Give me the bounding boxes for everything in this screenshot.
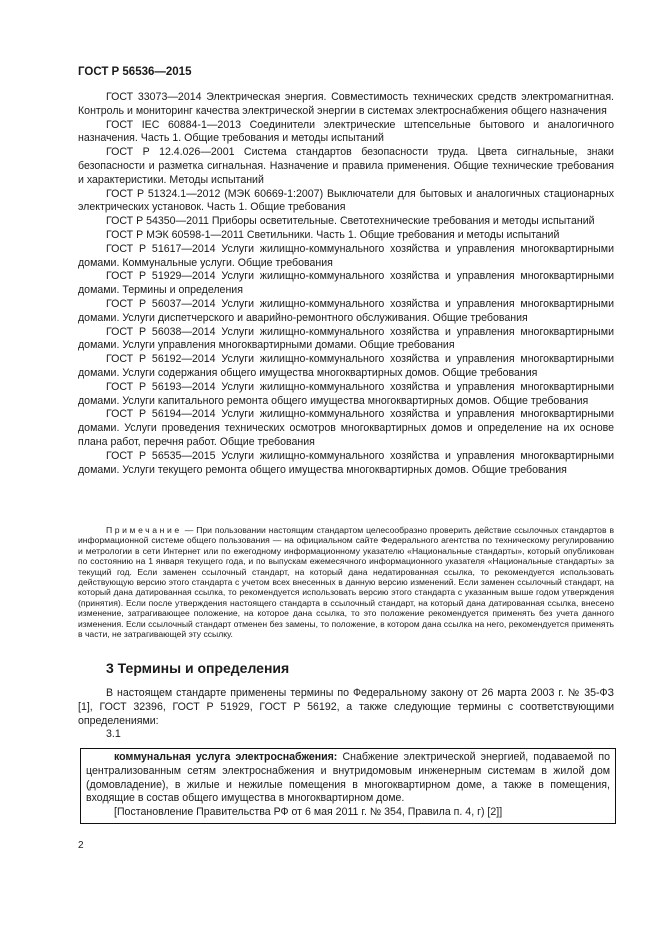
- reference-item: [78, 270, 614, 298]
- reference-title: Услуги жилищно-коммунального хозяйства и управления многоквартирными домами. Услуги капитального ремонта общего имущества многоквартирных домов. Общие требования: [78, 380, 614, 407]
- reference-item: [78, 243, 614, 271]
- term-definition-box: [80, 748, 616, 824]
- reference-code: ГОСТ Р 56194—2014: [106, 408, 216, 421]
- reference-title: Светильники. Часть 1. Общие требования и методы испытаний: [246, 228, 560, 241]
- reference-title: Выключатели для бытовых и аналогичных стационарных электрических установок. Часть 1. Общие требования: [78, 187, 614, 214]
- term-number: 3.1: [106, 728, 121, 741]
- reference-code: ГОСТ Р 56192—2014: [106, 353, 216, 366]
- reference-item: [78, 450, 614, 478]
- reference-title: Услуги жилищно-коммунального хозяйства и управления многоквартирными домами. Термины и определения: [78, 270, 614, 297]
- note-paragraph: [78, 525, 614, 639]
- reference-code: ГОСТ Р МЭК 60598-1—2011: [106, 228, 244, 241]
- reference-item: [78, 408, 614, 449]
- reference-code: ГОСТ Р 51324.1—2012 (МЭК 60669-1:2007): [106, 187, 324, 200]
- reference-code: ГОСТ Р 56038—2014: [106, 325, 216, 338]
- reference-item: [78, 229, 614, 243]
- reference-item: [78, 298, 614, 326]
- section-intro: [78, 687, 614, 742]
- reference-item: [78, 91, 614, 119]
- note-text: — При пользовании настоящим стандартом целесообразно проверить действие ссылочных стандартов в информационной системе общего пользования — на официальном сайте Федерального агентства по техническому регулированию и метрологии в сети Интернет или по ежегодному информационному указателю «Национальные стандарты», который опубликован по состоянию на 1 января текущего года, и по выпускам ежемесячного информационного указателя «Национальные стандарты» за текущий год. Если заменен ссылочный стандарт, на который дана недатированная ссылка, то рекомендуется использовать действующую версию этого стандарта с учетом всех внесенных в данную версию изменений. Если заменен ссылочный стандарт, на который дана датированная ссылка, то рекомендуется использовать версию этого стандарта с указанным выше годом утверждения (принятия). Если после утверждения настоящего стандарта в ссылочный стандарт, на который дана датированная ссылка, внесено изменение, затрагивающее положение, на которое дана ссылка, то это положение рекомендуется применять без учета данного изменения. Если ссылочный стандарт отменен без замены, то положение, в котором дана ссылка на него, рекомендуется применять в части, не затрагивающей эту ссылку.: [78, 525, 615, 640]
- normative-references-list: [78, 91, 614, 477]
- reference-item: [78, 353, 614, 381]
- term-name: коммунальная услуга электроснабжения:: [114, 751, 338, 763]
- reference-title: Соединители электрические штепсельные бытового и аналогичного назначения. Часть 1. Общие требования и методы испытаний: [78, 118, 614, 145]
- reference-item: [78, 119, 614, 147]
- reference-title: Электрическая энергия. Совместимость технических средств электромагнитная. Контроль и мониторинг качества электрической энергии в системах электроснабжения общего назначения: [78, 91, 614, 117]
- section-heading: 3 Термины и определения: [106, 660, 290, 676]
- document-header-id: ГОСТ Р 56536—2015: [78, 66, 192, 78]
- reference-title: Услуги жилищно-коммунального хозяйства и управления многоквартирными домами. Коммунальные услуги. Общие требования: [78, 242, 614, 269]
- reference-code: ГОСТ Р 56193—2014: [106, 380, 216, 393]
- reference-item: [78, 146, 614, 187]
- definition-source: [Постановление Правительства РФ от 6 мая 2011 г. № 354, Правила п. 4, г) [2]]: [114, 806, 503, 819]
- reference-code: ГОСТ Р 12.4.026—2001: [106, 146, 235, 159]
- intro-paragraph: В настоящем стандарте применены термины по Федеральному закону от 26 марта 2003 г. № 35-ФЗ [1], ГОСТ 32396, ГОСТ Р 51929, ГОСТ Р 56192, а также следующие термины с соответствующими определениями:: [78, 687, 614, 727]
- reference-title: Услуги жилищно-коммунального хозяйства и управления многоквартирными домами. Услуги управления многоквартирными домами. Общие требования: [78, 325, 614, 352]
- reference-code: ГОСТ IEC 60884-1—2013: [106, 118, 241, 131]
- page-number: 2: [78, 840, 84, 851]
- reference-title: Услуги жилищно-коммунального хозяйства и управления многоквартирными домами. Услуги диспетчерского и аварийно-ремонтного обслуживания. Общие требования: [78, 297, 614, 324]
- reference-code: ГОСТ Р 56037—2014: [106, 297, 216, 310]
- reference-title: Услуги жилищно-коммунального хозяйства и управления многоквартирными домами. Услуги проведения технических осмотров многоквартирных домов и определение на их основе плана работ, перечня работ. Общие требования: [78, 408, 614, 448]
- reference-title: Услуги жилищно-коммунального хозяйства и управления многоквартирными домами. Услуги содержания общего имущества многоквартирных домов. Общие требования: [78, 353, 614, 379]
- reference-title: Приборы осветительные. Светотехнические требования и методы испытаний: [211, 215, 595, 228]
- reference-code: ГОСТ Р 54350—2011: [106, 215, 209, 228]
- reference-code: ГОСТ Р 56535—2015: [106, 449, 216, 462]
- reference-code: ГОСТ 33073—2014: [106, 91, 202, 103]
- reference-title: Услуги жилищно-коммунального хозяйства и управления многоквартирными домами. Услуги текущего ремонта общего имущества многоквартирных домов. Общие требования: [78, 449, 614, 476]
- definition-text: Снабжение электрической энергией, подаваемой по централизованным сетям электроснабжения и внутридомовым инженерным системам в жилой дом (домовладение), в жилые и нежилые помещения в многоквартирном доме, а также в помещения, входящие в состав общего имущества в многоквартирном доме.: [86, 751, 610, 805]
- reference-code: ГОСТ Р 51929—2014: [106, 270, 216, 283]
- reference-item: [78, 215, 614, 229]
- reference-code: ГОСТ Р 51617—2014: [106, 242, 216, 255]
- reference-title: Система стандартов безопасности труда. Цвета сигнальные, знаки безопасности и разметка сигнальная. Назначение и правила применения. Общие технические требования и характеристики. Методы испытаний: [78, 146, 614, 186]
- reference-item: [78, 188, 614, 216]
- reference-item: [78, 381, 614, 409]
- note-label: Примечание: [106, 525, 182, 535]
- reference-item: [78, 326, 614, 354]
- term-definition: [86, 751, 610, 806]
